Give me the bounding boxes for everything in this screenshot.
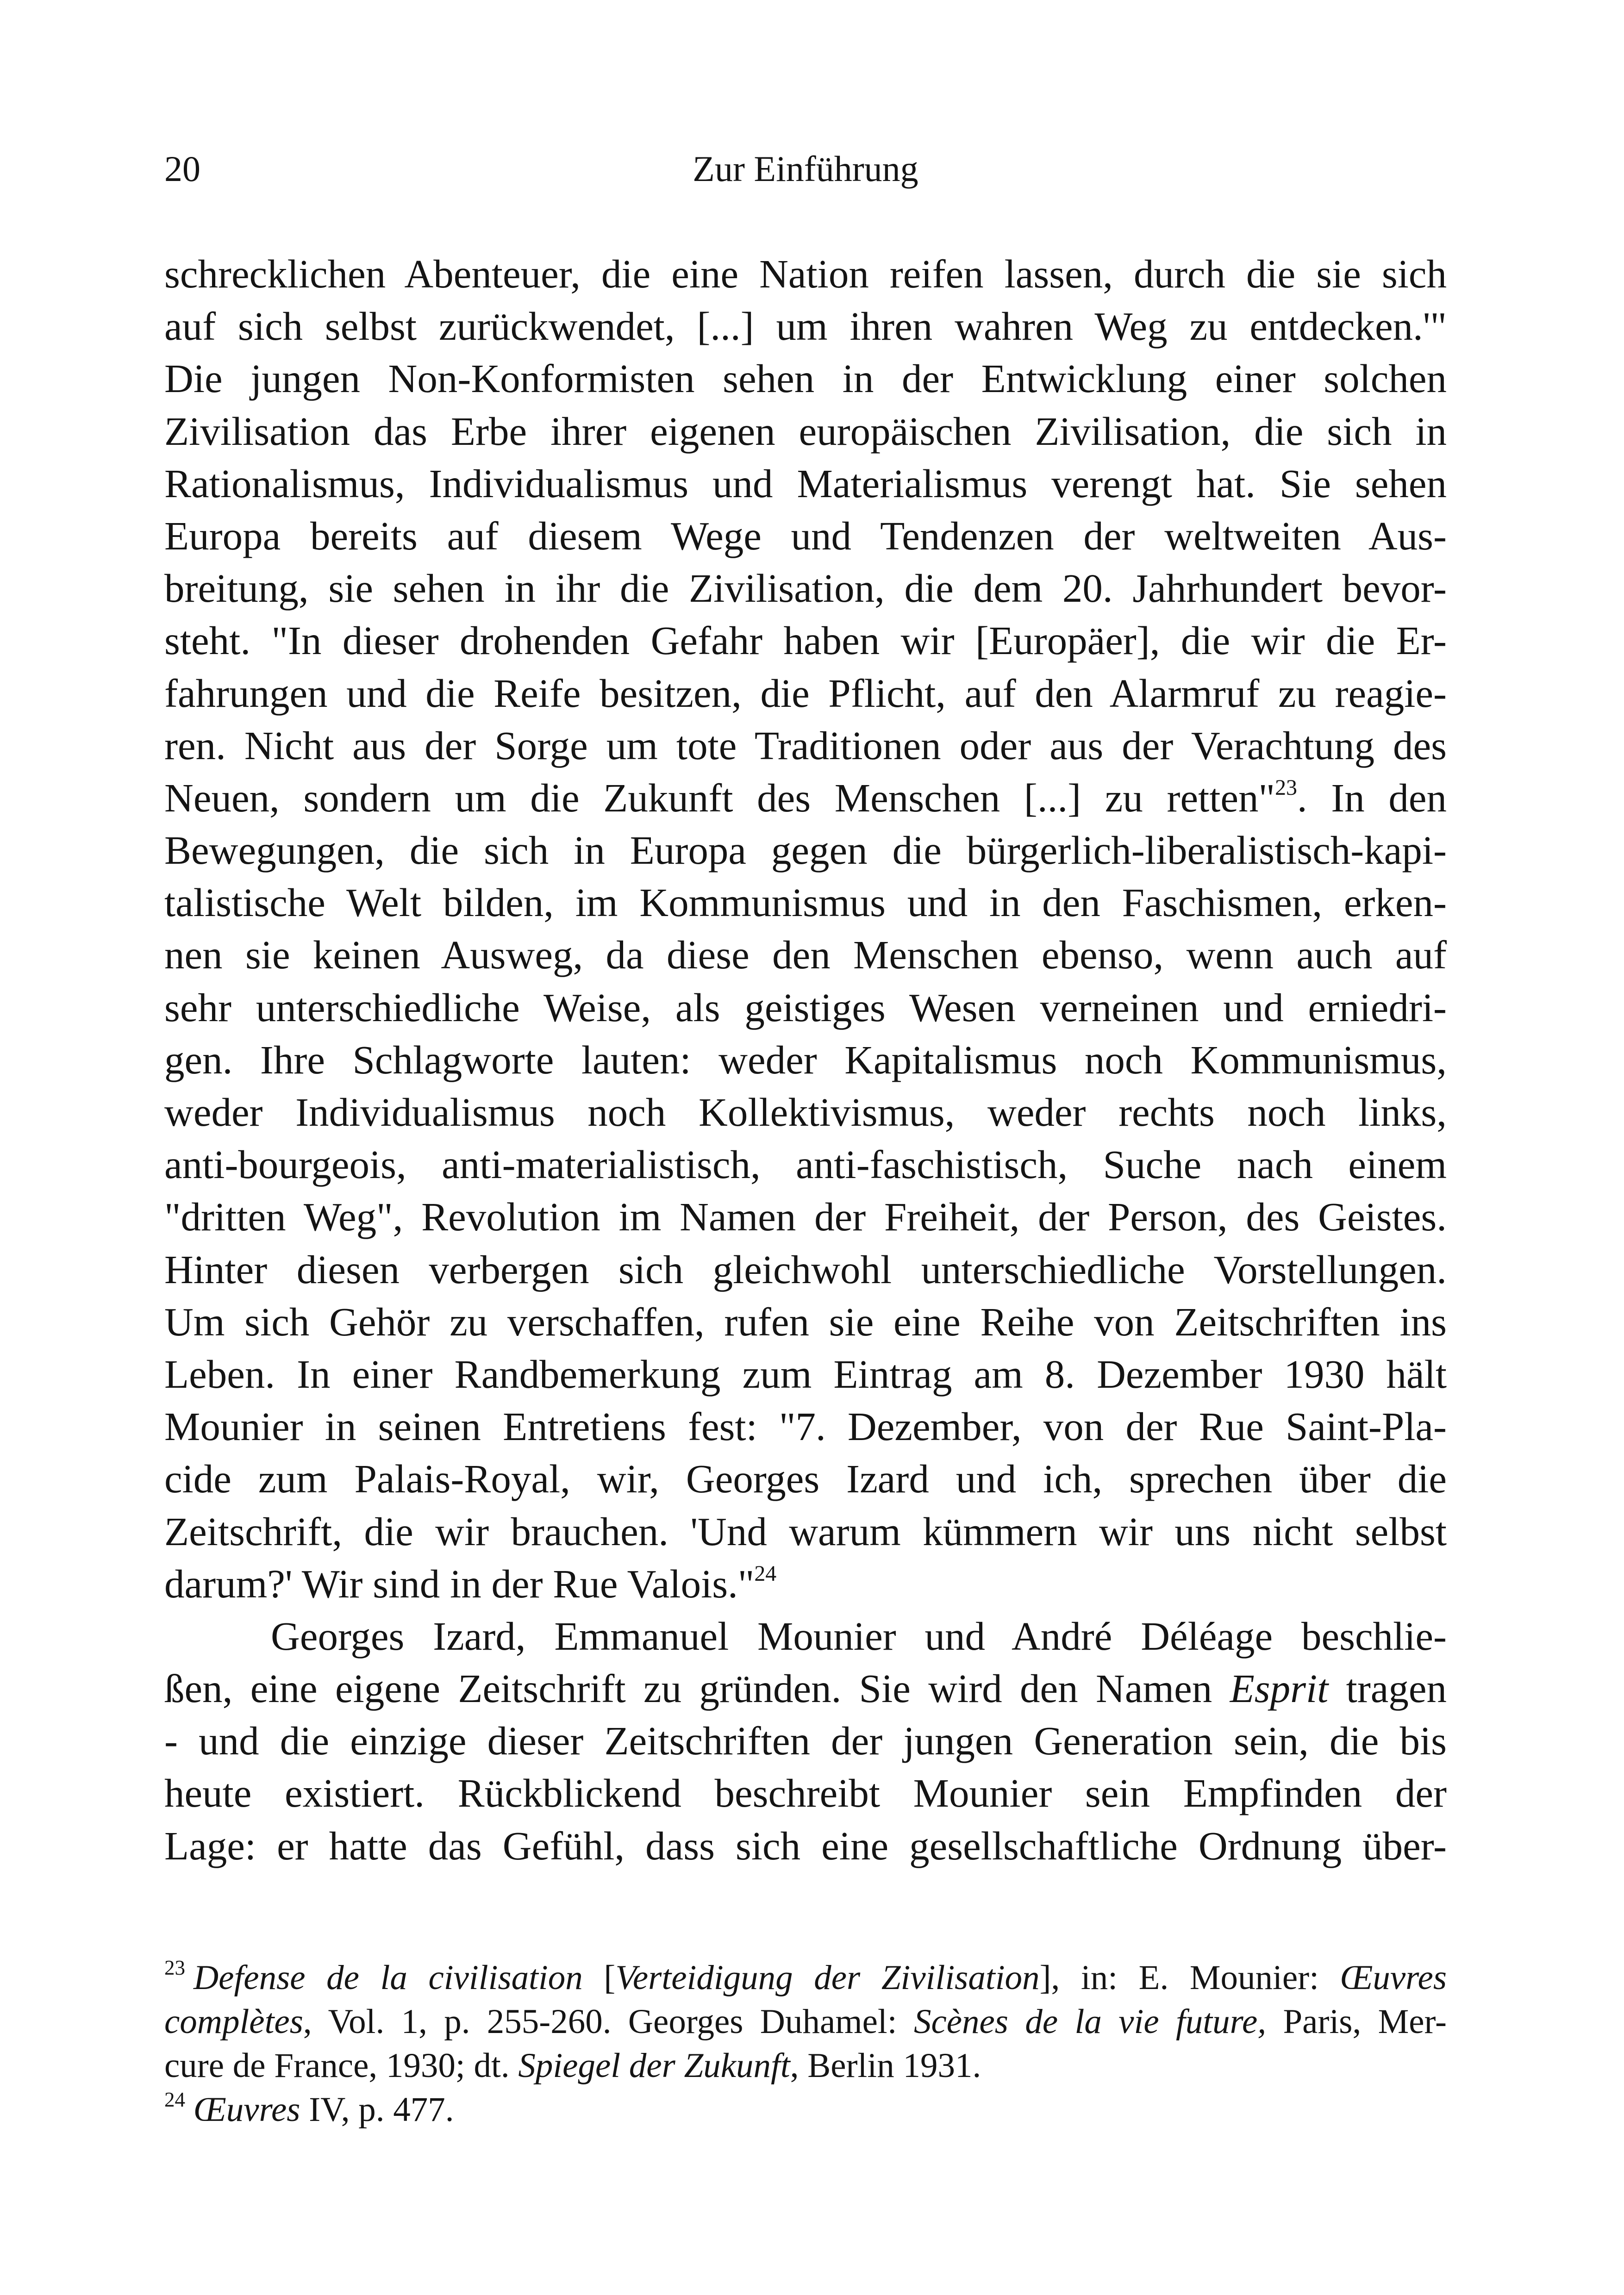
journal-title-esprit: Esprit [1230,1666,1329,1711]
text-line-8: steht. "In dieser drohenden Gefahr haben wir [Europäer], die wir die Er- [164,618,1447,663]
text-line-14: nen sie keinen Ausweg, da diese den Menschen ebenso, wenn auch auf [164,932,1447,978]
text-line-22: Leben. In einer Randbemerkung zum Eintrag am 8. Dezember 1930 hält [164,1351,1447,1397]
fn24-oeuvres: Œuvres [194,2090,300,2129]
text-line-5: Rationalismus, Individualismus und Materialismus verengt hat. Sie sehen [164,461,1447,506]
text-line-25: Zeitschrift, die wir brauchen. 'Und warum kümmern wir uns nicht selbst [164,1509,1447,1554]
text-line-4: Zivilisation das Erbe ihrer eigenen europäischen Zivilisation, die sich in [164,408,1447,454]
text-line-12: Bewegungen, die sich in Europa gegen die bürgerlich-liberalistisch-kapi- [164,828,1447,873]
text-line-11 [164,772,1447,824]
text-line-28-end: tragen [1346,1666,1447,1711]
text-line-16: gen. Ihre Schlagworte lauten: weder Kapitalismus noch Kommunismus, [164,1037,1447,1082]
footnote-24-line-1 [164,2088,1447,2132]
fn23-bracket-open: [ [604,1958,616,1997]
page-number: 20 [164,149,200,189]
running-title: Zur Einführung [693,149,918,189]
text-line-10: ren. Nicht aus der Sorge um tote Traditionen oder aus der Verachtung des [164,723,1447,768]
text-line-29: - und die einzige dieser Zeitschriften der jungen Generation sein, die bis [164,1718,1447,1764]
text-line-27: Georges Izard, Emmanuel Mounier und André Déléage beschlie- [271,1613,1447,1659]
footnotes [164,1956,1447,2132]
fn23-title-verteidigung: Verteidigung der Zivilisation [615,1958,1040,1997]
text-line-11-start: Neuen, sondern um die Zukunft des Menschen [...] zu retten" [164,775,1275,820]
fn24-volume-page: IV, p. 477. [300,2090,454,2129]
text-line-18: anti-bourgeois, anti-materialistisch, anti-faschistisch, Suche nach einem [164,1142,1447,1187]
text-line-17: weder Individualismus noch Kollektivismus, weder rechts noch links, [164,1090,1447,1135]
footnote-ref-24: 24 [754,1561,777,1586]
text-line-13: talistische Welt bilden, im Kommunismus und in den Faschismen, erken- [164,880,1447,925]
text-line-31: Lage: er hatte das Gefühl, dass sich eine gesellschaftliche Ordnung über- [164,1823,1447,1868]
text-line-11-end: . In den [1297,775,1447,820]
text-line-21: Um sich Gehör zu verschaffen, rufen sie eine Reihe von Zeitschriften ins [164,1299,1447,1344]
text-line-3: Die jungen Non-Konformisten sehen in der Entwicklung einer solchen [164,356,1447,401]
text-line-2: auf sich selbst zurückwendet, [...] um ihren wahren Weg zu entdecken.'" [164,304,1447,349]
fn23-paris-mer: Paris, Mer- [1283,2002,1447,2041]
running-head [164,141,1447,197]
fn23-spiegel-title: Spiegel der Zukunft [518,2046,790,2085]
text-line-26-start: darum?' Wir sind in der Rue Valois." [164,1561,755,1606]
footnote-24-marker: 24 [164,2088,185,2111]
text-line-1: schrecklichen Abenteuer, die eine Nation reifen lassen, durch die sie sich [164,251,1447,296]
text-line-7: breitung, sie sehen in ihr die Zivilisation, die dem 20. Jahrhundert bevor- [164,566,1447,611]
text-line-24: cide zum Palais-Royal, wir, Georges Izard und ich, sprechen über die [164,1456,1447,1502]
fn23-in-mounier: ], in: E. Mounier: [1039,1958,1319,1997]
footnote-23-line-3 [164,2044,1447,2088]
footnote-23-line-2 [164,2000,1447,2044]
text-line-20: Hinter diesen verbergen sich gleichwohl unterschiedliche Vorstellungen. [164,1247,1447,1292]
text-line-9: fahrungen und die Reife besitzen, die Pflicht, auf den Alarmruf zu reagie- [164,670,1447,716]
text-line-19: "dritten Weg", Revolution im Namen der Freiheit, der Person, des Geistes. [164,1194,1447,1240]
fn23-berlin: , Berlin 1931. [790,2046,981,2085]
body-text [164,248,1447,1872]
text-line-23: Mounier in seinen Entretiens fest: "7. Dezember, von der Rue Saint-Pla- [164,1404,1447,1449]
text-line-28 [164,1662,1447,1715]
text-line-30: heute existiert. Rückblickend beschreibt Mounier sein Empfinden der [164,1771,1447,1816]
fn23-vol-duhamel: , Vol. 1, p. 255-260. Georges Duhamel: [303,2002,897,2041]
fn23-mercure: cure de France, 1930; dt. [164,2046,510,2085]
footnote-23-marker: 23 [164,1956,185,1979]
footnote-23-line-1 [164,1956,1447,2000]
text-line-28-start: ßen, eine eigene Zeitschrift zu gründen. Sie wird den Namen [164,1666,1212,1711]
text-line-15: sehr unterschiedliche Weise, als geistiges Wesen verneinen und erniedri- [164,985,1447,1030]
text-line-26 [164,1558,1447,1610]
fn23-scenes-title: Scènes de la vie future, [913,2002,1267,2041]
footnote-ref-23: 23 [1275,775,1297,800]
fn23-completes: complètes [164,2002,303,2041]
text-line-6: Europa bereits auf diesem Wege und Tendenzen der weltweiten Aus- [164,513,1447,558]
fn23-title-defense: Defense de la civilisation [194,1958,583,1997]
fn23-oeuvres: Œuvres [1340,1958,1447,1997]
